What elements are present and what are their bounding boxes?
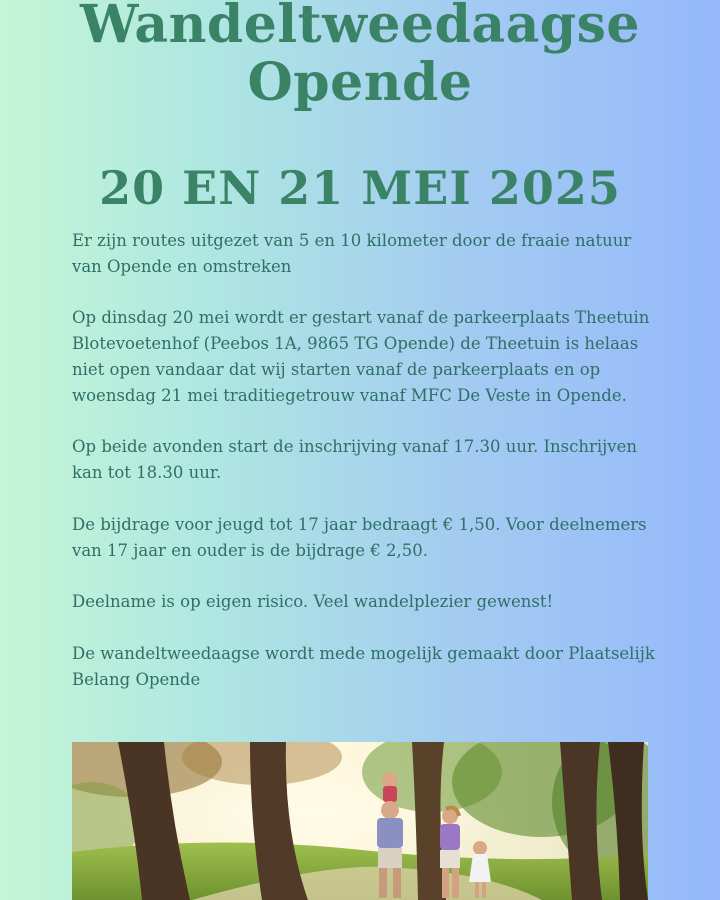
paragraph-start-locations: Op dinsdag 20 mei wordt er gestart vanaf de parkeerplaats Theetuin Blotevoetenhof (Peebos 1A, 9865 TG Opende) de Theetuin is helaas niet open vandaar dat wij starten vanaf de parkeerplaats en op woensdag 21 mei traditiegetrouw vanaf MFC De Veste in Opende. <box>72 308 650 405</box>
poster-title <box>0 0 720 112</box>
paragraph-risk: Deelname is op eigen risico. Veel wandelplezier gewenst! <box>72 592 554 612</box>
family-walking-photo <box>72 742 648 900</box>
paragraph-registration: Op beide avonden start de inschrijving vanaf 17.30 uur. Inschrijven kan tot 18.30 uur. <box>72 437 637 483</box>
paragraph-sponsor: De wandeltweedaagse wordt mede mogelijk gemaakt door Plaatselijk Belang Opende <box>72 643 655 689</box>
forest-scene-icon <box>72 742 648 900</box>
paragraph-fees: De bijdrage voor jeugd tot 17 jaar bedraagt € 1,50. Voor deelnemers van 17 jaar en ouder is de bijdrage € 2,50. <box>72 514 647 560</box>
title-line-2: Opende <box>247 52 473 113</box>
title-line-1: Wandeltweedaagse <box>80 0 640 55</box>
poster-body <box>72 228 662 718</box>
event-date: 20 EN 21 MEI 2025 <box>99 161 621 215</box>
paragraph-routes: Er zijn routes uitgezet van 5 en 10 kilometer door de fraaie natuur van Opende en omstreken <box>72 231 632 276</box>
